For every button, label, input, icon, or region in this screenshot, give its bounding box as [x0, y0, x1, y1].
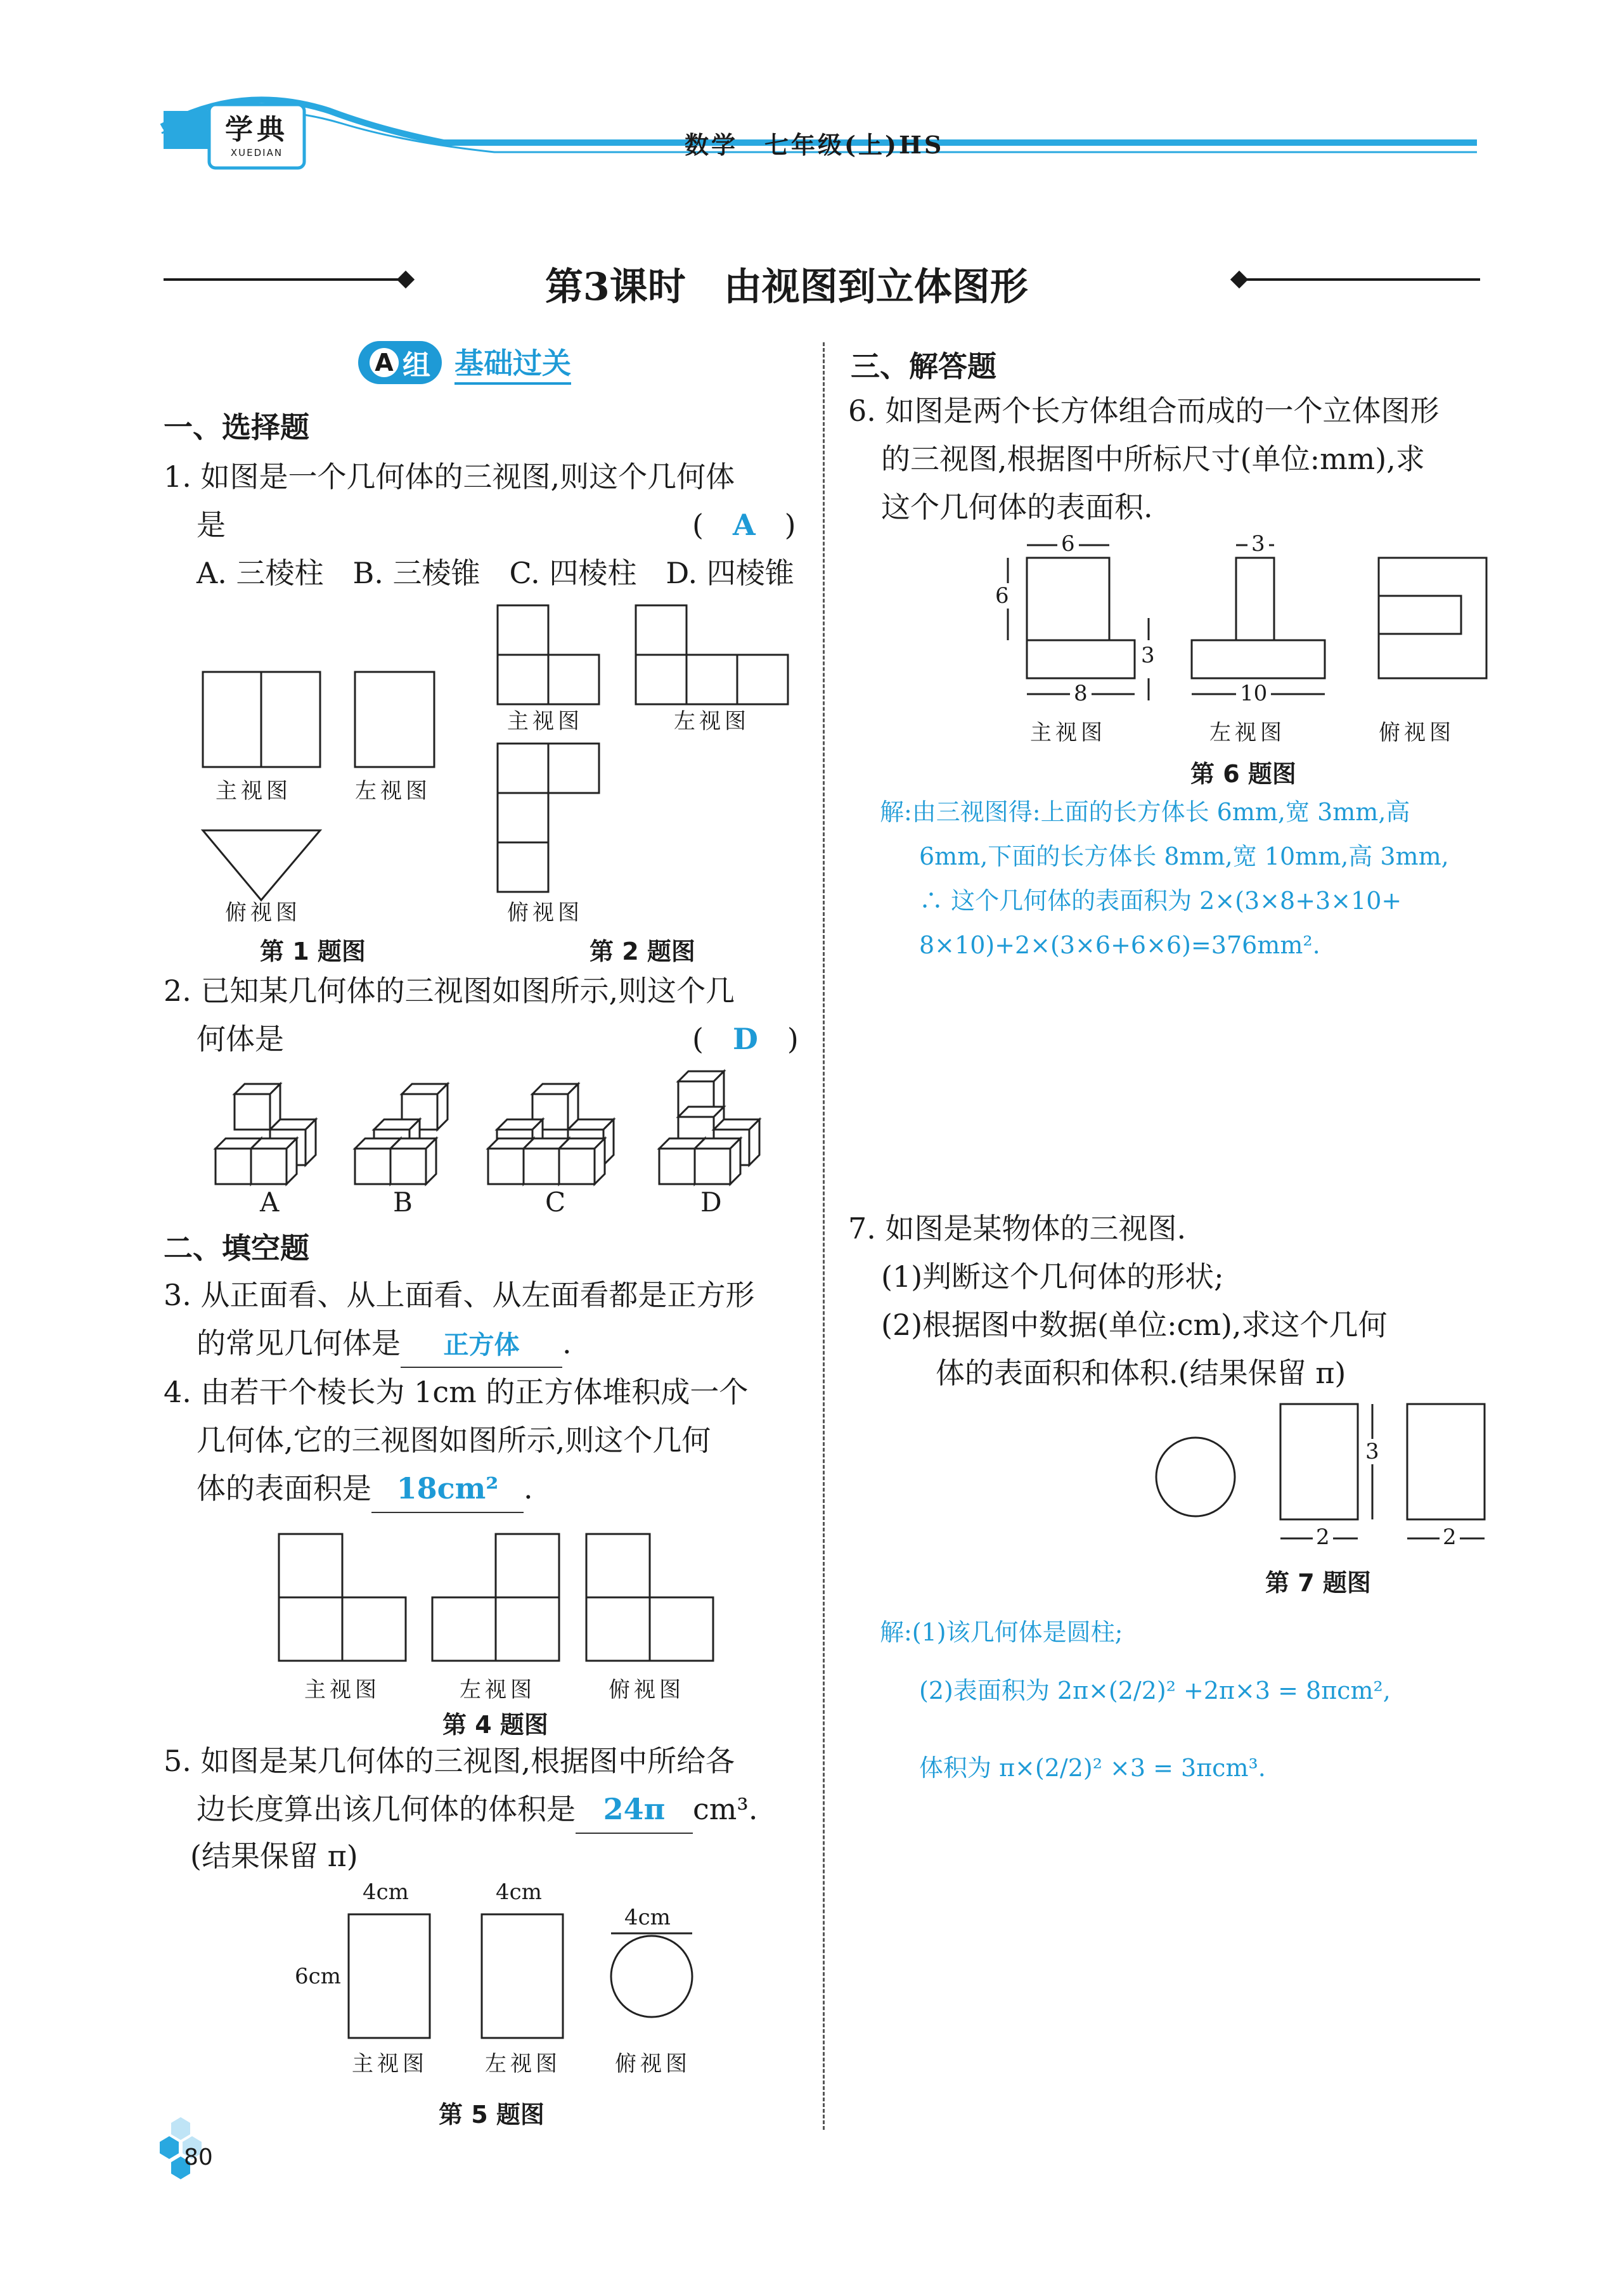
fig5-front-label: 主视图 — [352, 2051, 428, 2077]
q7-line4: 体的表面积和体积.(结果保留 π) — [936, 1356, 1346, 1390]
group-letter: A — [370, 348, 399, 377]
fig2-left-label: 左视图 — [674, 709, 750, 734]
fig5-width-left: 4cm — [496, 1879, 542, 1905]
q6-solution-2: 6mm,下面的长方体长 8mm,宽 10mm,高 3mm, — [919, 842, 1449, 870]
q3-answer: 正方体 — [443, 1330, 520, 1360]
q2-answer-bracket: ( D ) — [692, 1022, 799, 1056]
group-heading — [358, 340, 571, 385]
group-badge — [358, 341, 442, 384]
q1-line2: 是 — [197, 508, 226, 542]
q2-option-b: B — [393, 1187, 413, 1218]
fig5-width-front: 4cm — [363, 1879, 409, 1905]
q2-line2: 何体是 — [197, 1022, 284, 1056]
q5-line2-text: 边长度算出该几何体的体积是 — [197, 1792, 576, 1826]
fig4-left-label: 左视图 — [460, 1677, 536, 1703]
q4-answer: 18cm² — [396, 1471, 499, 1505]
caption-fig2: 第 2 题图 — [590, 938, 695, 965]
fig7-height: 3 — [1365, 1439, 1379, 1464]
brand-en: XUEDIAN — [230, 147, 283, 158]
q7-line2: (1)判断这个几何体的形状; — [881, 1260, 1224, 1294]
q1-answer-bracket: ( A ) — [692, 508, 796, 542]
q5-line3: (结果保留 π) — [190, 1839, 358, 1873]
q6-solution-3: ∴ 这个几何体的表面积为 2×(3×8+3×10+ — [919, 887, 1402, 915]
brand-cn: 学典 — [225, 113, 288, 146]
q4-line2: 几何体,它的三视图如图所示,则这个几何 — [197, 1423, 711, 1457]
group-name: 基础过关 — [454, 340, 571, 385]
q4-line3-text: 体的表面积是 — [197, 1471, 371, 1505]
fig5-height: 6cm — [295, 1964, 341, 1989]
fig4-top-label: 俯视图 — [609, 1677, 685, 1703]
figure-4 — [279, 1534, 761, 1667]
fig5-diameter: 4cm — [624, 1905, 671, 1930]
fig6-dim-e: 3 — [1141, 643, 1155, 668]
column-divider — [823, 342, 825, 2130]
fig4-front-label: 主视图 — [304, 1677, 380, 1703]
q4-line3-end: . — [524, 1471, 533, 1505]
q7-solution-3: 体积为 π×(2/2)² ×3 = 3πcm³. — [919, 1754, 1266, 1782]
q7-line1: 7. 如图是某物体的三视图. — [848, 1211, 1187, 1246]
q2-line1: 2. 已知某几何体的三视图如图所示,则这个几 — [164, 974, 735, 1008]
q7-line3: (2)根据图中数据(单位:cm),求这个几何 — [881, 1308, 1388, 1342]
page-title: 第3课时 由视图到立体图形 — [545, 265, 1028, 309]
fig6-front-label: 主视图 — [1030, 720, 1106, 745]
q5-line1: 5. 如图是某几何体的三视图,根据图中所给各 — [164, 1744, 735, 1778]
fig2-top-label: 俯视图 — [507, 900, 583, 925]
page-number: 80 — [184, 2144, 213, 2170]
q2-option-a: A — [260, 1187, 280, 1218]
fig6-dim-f: 10 — [1236, 681, 1271, 706]
q6-solution-4: 8×10)+2×(3×6+6×6)=376mm². — [919, 931, 1320, 959]
fig6-dim-d: 8 — [1070, 681, 1092, 706]
fig5-top-label: 俯视图 — [615, 2051, 691, 2077]
q3-line2-text: 的常见几何体是 — [197, 1326, 401, 1360]
fig1-front-label: 主视图 — [216, 778, 292, 804]
q1-answer: A — [732, 508, 756, 542]
q3-line2-end: . — [562, 1326, 572, 1360]
caption-fig1: 第 1 题图 — [260, 938, 366, 965]
fig5-left-label: 左视图 — [485, 2051, 561, 2077]
fig6-left-label: 左视图 — [1209, 720, 1286, 745]
q4-line3 — [197, 1466, 533, 1513]
header-subject: 数学 七年级(上)HS — [685, 131, 944, 159]
q6-line2: 的三视图,根据图中所标尺寸(单位:mm),求 — [881, 442, 1425, 476]
brand-logo — [216, 106, 298, 158]
q6-line1: 6. 如图是两个长方体组合而成的一个立体图形 — [848, 394, 1440, 428]
figure-5 — [342, 1908, 786, 2060]
figure-q2-options — [216, 1071, 824, 1198]
fig6-dim-b: 6 — [995, 583, 1009, 609]
q2-option-c: C — [545, 1187, 566, 1218]
q6-line3: 这个几何体的表面积. — [881, 490, 1153, 524]
caption-fig5: 第 5 题图 — [439, 2101, 545, 2129]
figure-2 — [498, 605, 815, 903]
q5-answer: 24π — [603, 1792, 666, 1826]
section-fill: 二、填空题 — [164, 1231, 309, 1265]
fig7-width-2: 2 — [1440, 1524, 1460, 1550]
q5-line2-unit: cm³. — [693, 1792, 758, 1826]
section-choice: 一、选择题 — [164, 410, 309, 444]
q1-options: A. 三棱柱 B. 三棱锥 C. 四棱柱 D. 四棱锥 — [197, 556, 794, 590]
q7-solution-1: 解:(1)该几何体是圆柱; — [880, 1618, 1123, 1646]
q6-solution-1: 解:由三视图得:上面的长方体长 6mm,宽 3mm,高 — [880, 798, 1410, 826]
fig6-dim-a: 6 — [1057, 531, 1079, 557]
fig1-top-label: 俯视图 — [225, 900, 301, 925]
fig6-top-label: 俯视图 — [1379, 720, 1455, 745]
q5-line2 — [197, 1786, 757, 1834]
fig6-dim-c: 3 — [1247, 531, 1269, 557]
fig2-front-label: 主视图 — [507, 709, 583, 734]
fig1-left-label: 左视图 — [355, 778, 431, 804]
q7-solution-2: (2)表面积为 2π×(2/2)² +2π×3 = 8πcm², — [919, 1677, 1391, 1705]
caption-fig6: 第 6 题图 — [1190, 760, 1296, 788]
q1-line1: 1. 如图是一个几何体的三视图,则这个几何体 — [164, 460, 735, 494]
fig7-width-1: 2 — [1313, 1524, 1333, 1550]
q3-line1: 3. 从正面看、从上面看、从左面看都是正方形 — [164, 1278, 755, 1312]
q4-line1: 4. 由若干个棱长为 1cm 的正方体堆积成一个 — [164, 1375, 749, 1409]
q2-option-d: D — [700, 1187, 722, 1218]
caption-fig4: 第 4 题图 — [442, 1711, 548, 1739]
q2-answer: D — [732, 1022, 758, 1056]
caption-fig7: 第 7 题图 — [1265, 1569, 1371, 1597]
q3-line2 — [197, 1320, 572, 1368]
group-suffix: 组 — [403, 349, 430, 382]
section-solve: 三、解答题 — [851, 349, 996, 383]
